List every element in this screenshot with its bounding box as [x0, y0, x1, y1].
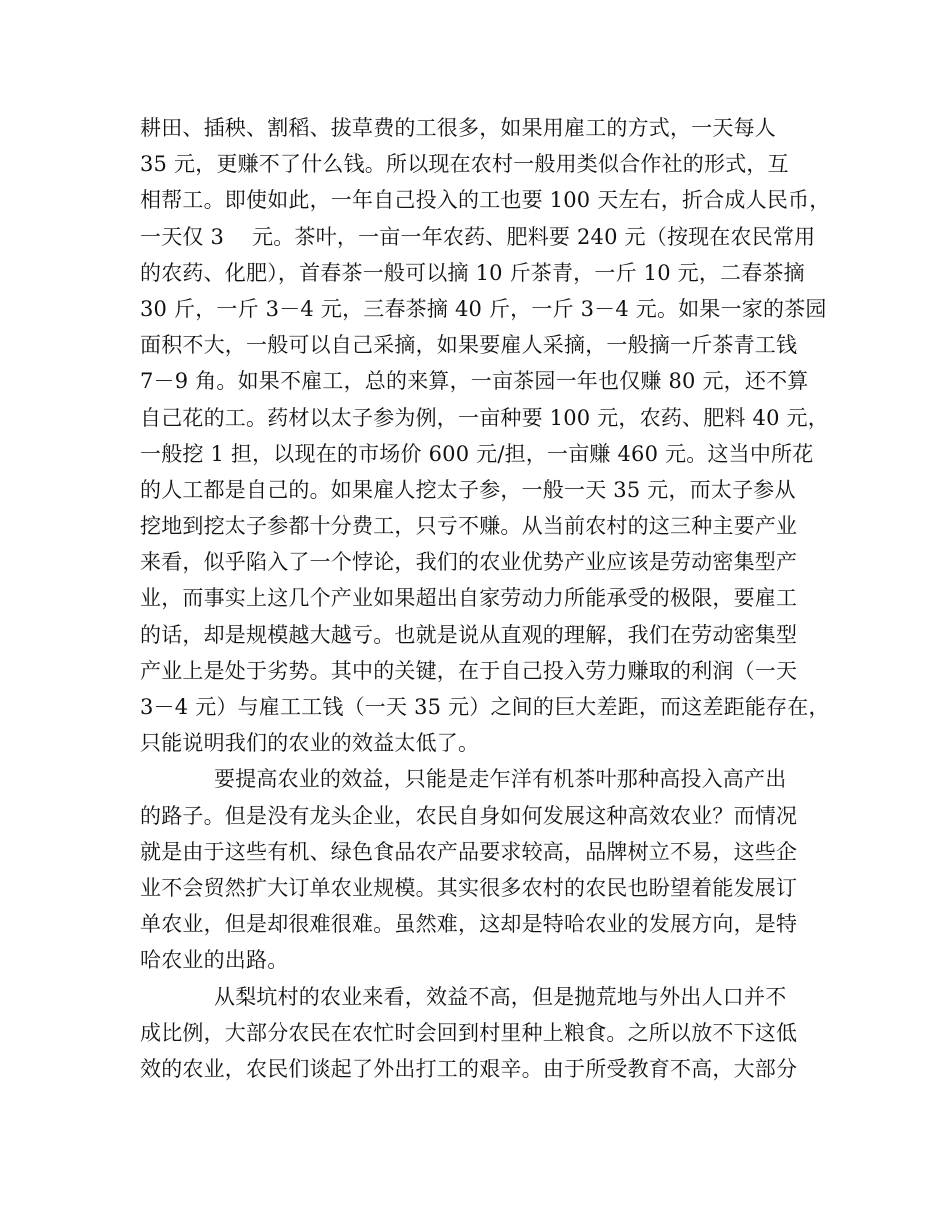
text-line: 挖地到挖太子参都十分费工，只亏不赚。从当前农村的这三种主要产业	[140, 514, 798, 539]
text-line: 单农业，但是却很难很难。虽然难，这却是特哈农业的发展方向，是特	[140, 912, 798, 937]
text-line: 一般挖 1 担，以现在的市场价 600 元/担，一亩赚 460 元。这当中所花	[140, 441, 814, 466]
body-text	[140, 110, 831, 1087]
paragraph	[140, 761, 820, 978]
text-line: 一天仅 3 元。茶叶，一亩一年农药、肥料要 240 元（按现在农民常用	[140, 224, 816, 249]
text-line: 3－4 元）与雇工工钱（一天 35 元）之间的巨大差距，而这差距能存在，	[140, 695, 830, 719]
text-line: 的话，却是规模越大越亏。也就是说从直观的理解，我们在劳动密集型	[140, 622, 798, 647]
text-line: 的农药、化肥），首春茶一般可以摘 10 斤茶青，一斤 10 元，二春茶摘	[140, 260, 805, 285]
text-line: 要提高农业的效益，只能是走乍洋有机茶叶那种高投入高产出	[214, 767, 787, 792]
paragraph	[140, 979, 820, 1088]
text-line: 成比例，大部分农民在农忙时会回到村里种上粮食。之所以放不下这低	[140, 1020, 798, 1045]
paragraph	[140, 110, 831, 761]
text-line: 30 斤，一斤 3－4 元，三春茶摘 40 斤，一斤 3－4 元。如果一家的茶园	[140, 296, 827, 321]
text-line: 业，而事实上这几个产业如果超出自家劳动力所能承受的极限，要雇工	[140, 586, 798, 611]
text-line: 的路子。但是没有龙头企业，农民自身如何发展这种高效农业？而情况	[140, 803, 798, 828]
text-line: 的人工都是自己的。如果雇人挖太子参，一般一天 35 元，而太子参从	[140, 477, 796, 502]
text-line: 7－9 角。如果不雇工，总的来算，一亩茶园一年也仅赚 80 元，还不算	[140, 369, 809, 394]
text-line: 耕田、插秧、割稻、拔草费的工很多，如果用雇工的方式，一天每人	[140, 116, 776, 140]
text-line: 哈农业的出路。	[140, 948, 289, 973]
text-line: 35 元，更赚不了什么钱。所以现在农村一般用类似合作社的形式，互	[140, 152, 789, 177]
text-line: 就是由于这些有机、绿色食品农产品要求较高，品牌树立不易，这些企	[140, 839, 798, 864]
text-line: 来看，似乎陷入了一个悖论，我们的农业优势产业应该是劳动密集型产	[140, 550, 798, 575]
text-line: 自己花的工。药材以太子参为例，一亩种要 100 元，农药、肥料 40 元，	[140, 405, 829, 430]
text-line: 业不会贸然扩大订单农业规模。其实很多农村的农民也盼望着能发展订	[140, 875, 798, 900]
text-line: 产业上是处于劣势。其中的关键，在于自己投入劳力赚取的利润（一天	[140, 658, 798, 683]
text-line: 相帮工。即使如此，一年自己投入的工也要 100 天左右，折合成人民币，	[140, 188, 831, 213]
text-line: 从梨坑村的农业来看，效益不高，但是抛荒地与外出人口并不	[214, 984, 787, 1009]
text-line: 只能说明我们的农业的效益太低了。	[140, 731, 480, 756]
text-line: 面积不大，一般可以自己采摘，如果要雇人采摘，一般摘一斤茶青工钱	[140, 333, 798, 358]
text-line: 效的农业，农民们谈起了外出打工的艰辛。由于所受教育不高，大部分	[140, 1056, 798, 1081]
